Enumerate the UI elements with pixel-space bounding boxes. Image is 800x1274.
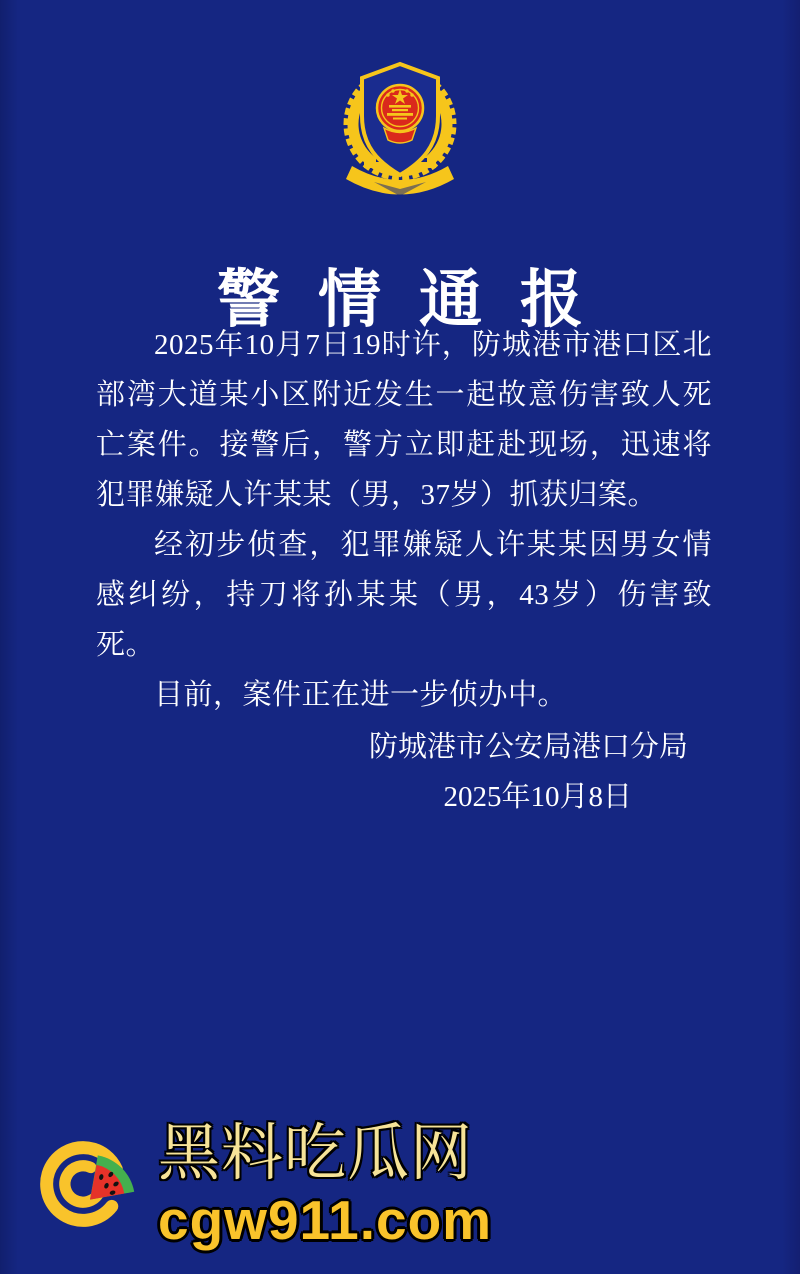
site-url: cgw911.com <box>158 1189 493 1251</box>
signature-agency: 防城港市公安局港口分局 <box>368 731 688 763</box>
notice-paragraph-2: 经初步侦查，犯罪嫌疑人许某某因男女情感纠纷，持刀将孙某某（男，43岁）伤害致死。 <box>96 529 712 661</box>
notice-signature <box>0 722 800 822</box>
notice-body <box>96 320 712 720</box>
signature-date: 2025年10月8日 <box>443 781 632 813</box>
notice-paragraph-1: 2025年10月7日19时许，防城港市港口区北部湾大道某小区附近发生一起故意伤害致人死亡案件。接警后，警方立即赶赴现场，迅速将犯罪嫌疑人许某某（男，37岁）抓获归案。 <box>96 329 712 511</box>
notice-title-text: 警情通报 <box>217 265 621 336</box>
police-badge-icon <box>340 58 460 198</box>
cgw-watermelon-logo-icon <box>38 1124 142 1244</box>
watermark-footer <box>38 1118 492 1250</box>
site-name: 黑料吃瓜网 <box>158 1119 474 1188</box>
notice-paragraph-3: 目前，案件正在进一步侦办中。 <box>154 679 568 711</box>
watermark-texts <box>158 1118 492 1250</box>
